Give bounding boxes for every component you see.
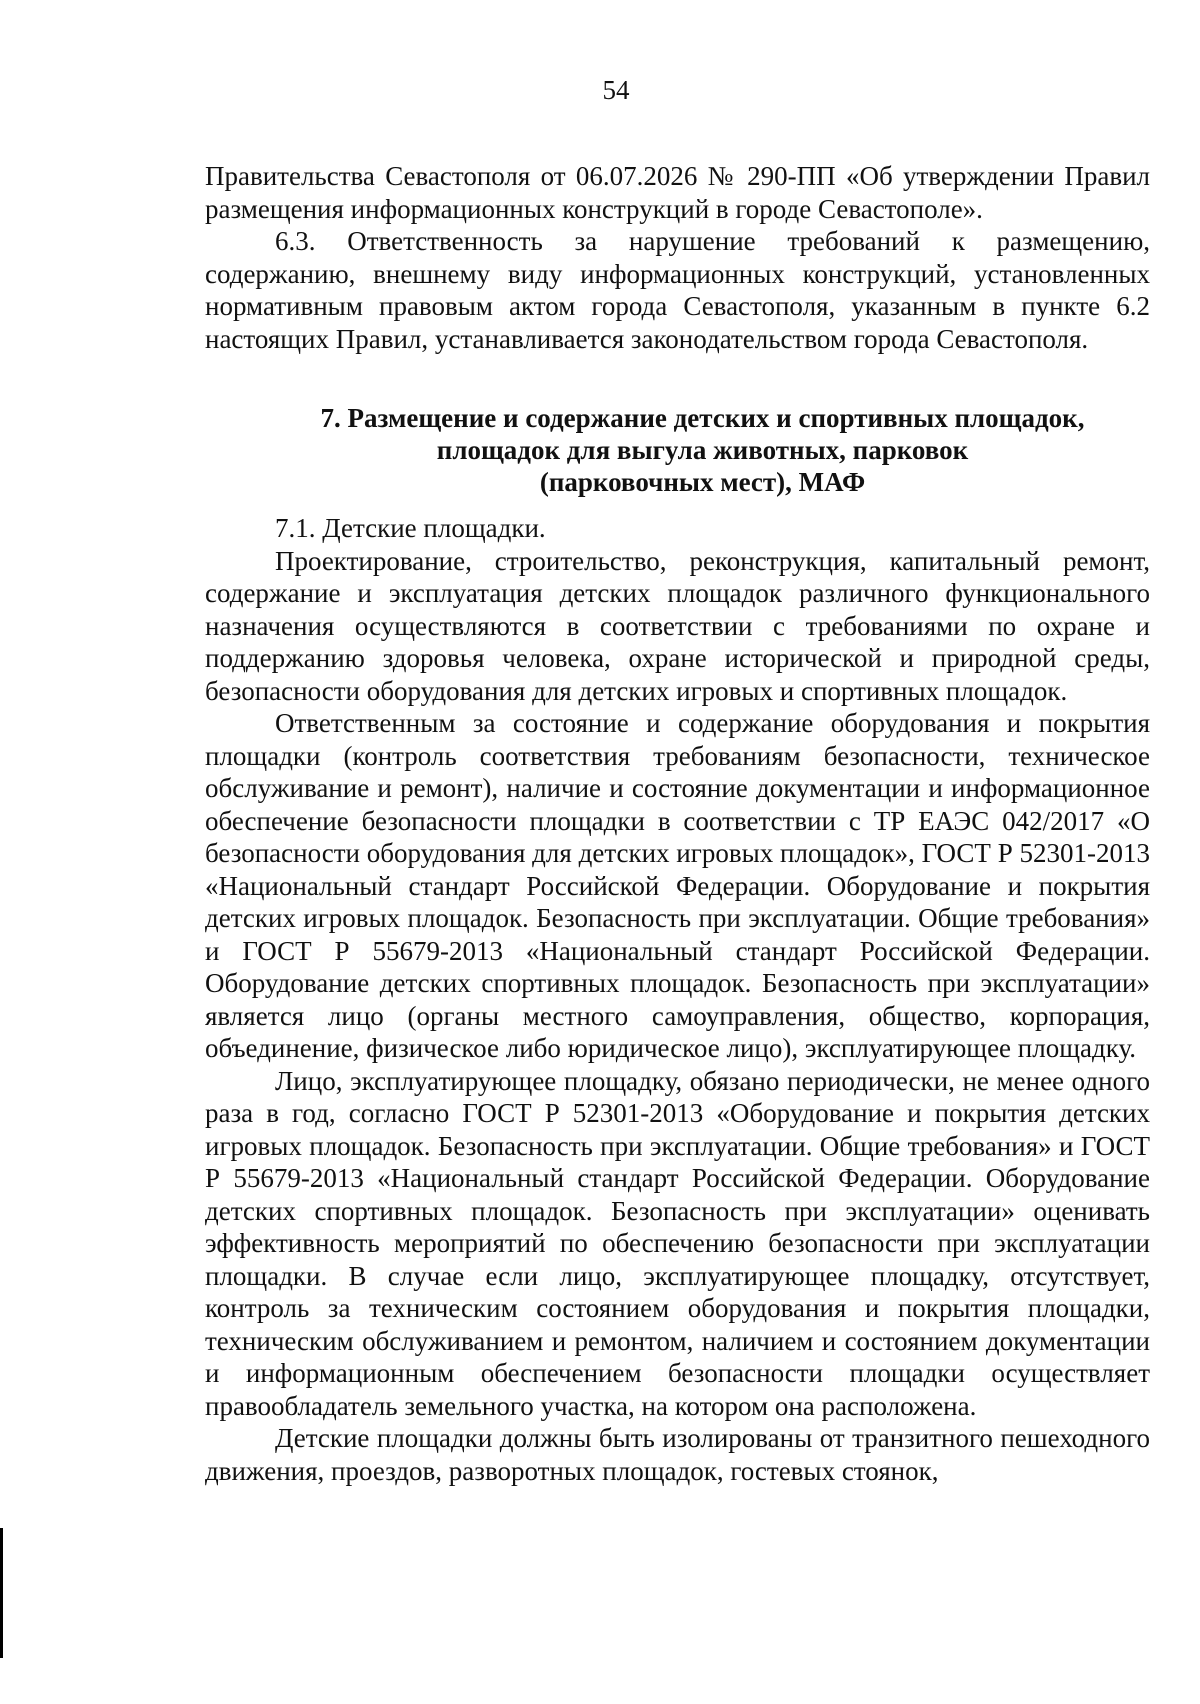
paragraph: Ответственным за состояние и содержание оборудования и покрытия площадки (контроль соответствия требованиям безопасности, техническое обслуживание и ремонт), наличие и состояние документации и информационное обеспечение безопасности площадки в соответствии с ТР ЕАЭС 042/2017 «О безопасности оборудования для детских игровых площадок», ГОСТ Р 52301-2013 «Национальный стандарт Российской Федерации. Оборудование и покрытия детских игровых площадок. Безопасность при эксплуатации. Общие требования» и ГОСТ Р 55679-2013 «Национальный стандарт Российской Федерации. Оборудование детских спортивных площадок. Безопасность при эксплуатации» является лицо (органы местного самоуправления, общество, корпорация, объединение, физическое либо юридическое лицо), эксплуатирующее площадку. bbox=[205, 708, 1150, 1063]
section-title-line: 7. Размещение и содержание детских и спортивных площадок, bbox=[320, 403, 1085, 433]
paragraph: Детские площадки должны быть изолированы от транзитного пешеходного движения, проездов, разворотных площадок, гостевых стоянок, bbox=[205, 1423, 1150, 1486]
paragraph: Правительства Севастополя от 06.07.2026 № 290-ПП «Об утверждении Правил размещения информационных конструкций в городе Севастополе». bbox=[205, 161, 1150, 224]
section-title-line: (парковочных мест), МАФ bbox=[539, 467, 866, 497]
paragraph-6-3: 6.3. Ответственность за нарушение требований к размещению, содержанию, внешнему виду информационных конструкций, установленных нормативным правовым актом города Севастополя, указанным в пункте 6.2 настоящих Правил, устанавливается законодательством города Севастополя. bbox=[205, 226, 1150, 354]
paragraph: Лицо, эксплуатирующее площадку, обязано периодически, не менее одного раза в год, согласно ГОСТ Р 52301-2013 «Оборудование и покрытия детских игровых площадок. Безопасность при эксплуатации. Общие требования» и ГОСТ Р 55679-2013 «Национальный стандарт Российской Федерации. Оборудование детских спортивных площадок. Безопасность при эксплуатации» оценивать эффективность мероприятий по обеспечению безопасности при эксплуатации площадки. В случае если лицо, эксплуатирующее площадку, отсутствует, контроль за техническим состоянием оборудования и покрытия площадки, техническим обслуживанием и ремонтом, наличием и состоянием документации и информационным обеспечением безопасности площадки осуществляет правообладатель земельного участка, на котором она расположена. bbox=[205, 1065, 1150, 1421]
intro-text bbox=[205, 160, 1150, 355]
subsection-7-1-heading: 7.1. Детские площадки. bbox=[275, 513, 546, 543]
section-7-body bbox=[205, 512, 1150, 1487]
section-title-line: площадок для выгула животных, парковок bbox=[436, 435, 969, 465]
section-7-title bbox=[205, 402, 1150, 498]
paragraph: Проектирование, строительство, реконструкция, капитальный ремонт, содержание и эксплуатация детских площадок различного функционального назначения осуществляются в соответствии с требованиями по охране и поддержанию здоровья человека, охране исторической и природной среды, безопасности оборудования для детских игровых и спортивных площадок. bbox=[205, 545, 1150, 706]
scan-margin-line bbox=[0, 1528, 3, 1658]
page-number: 54 bbox=[602, 75, 630, 105]
